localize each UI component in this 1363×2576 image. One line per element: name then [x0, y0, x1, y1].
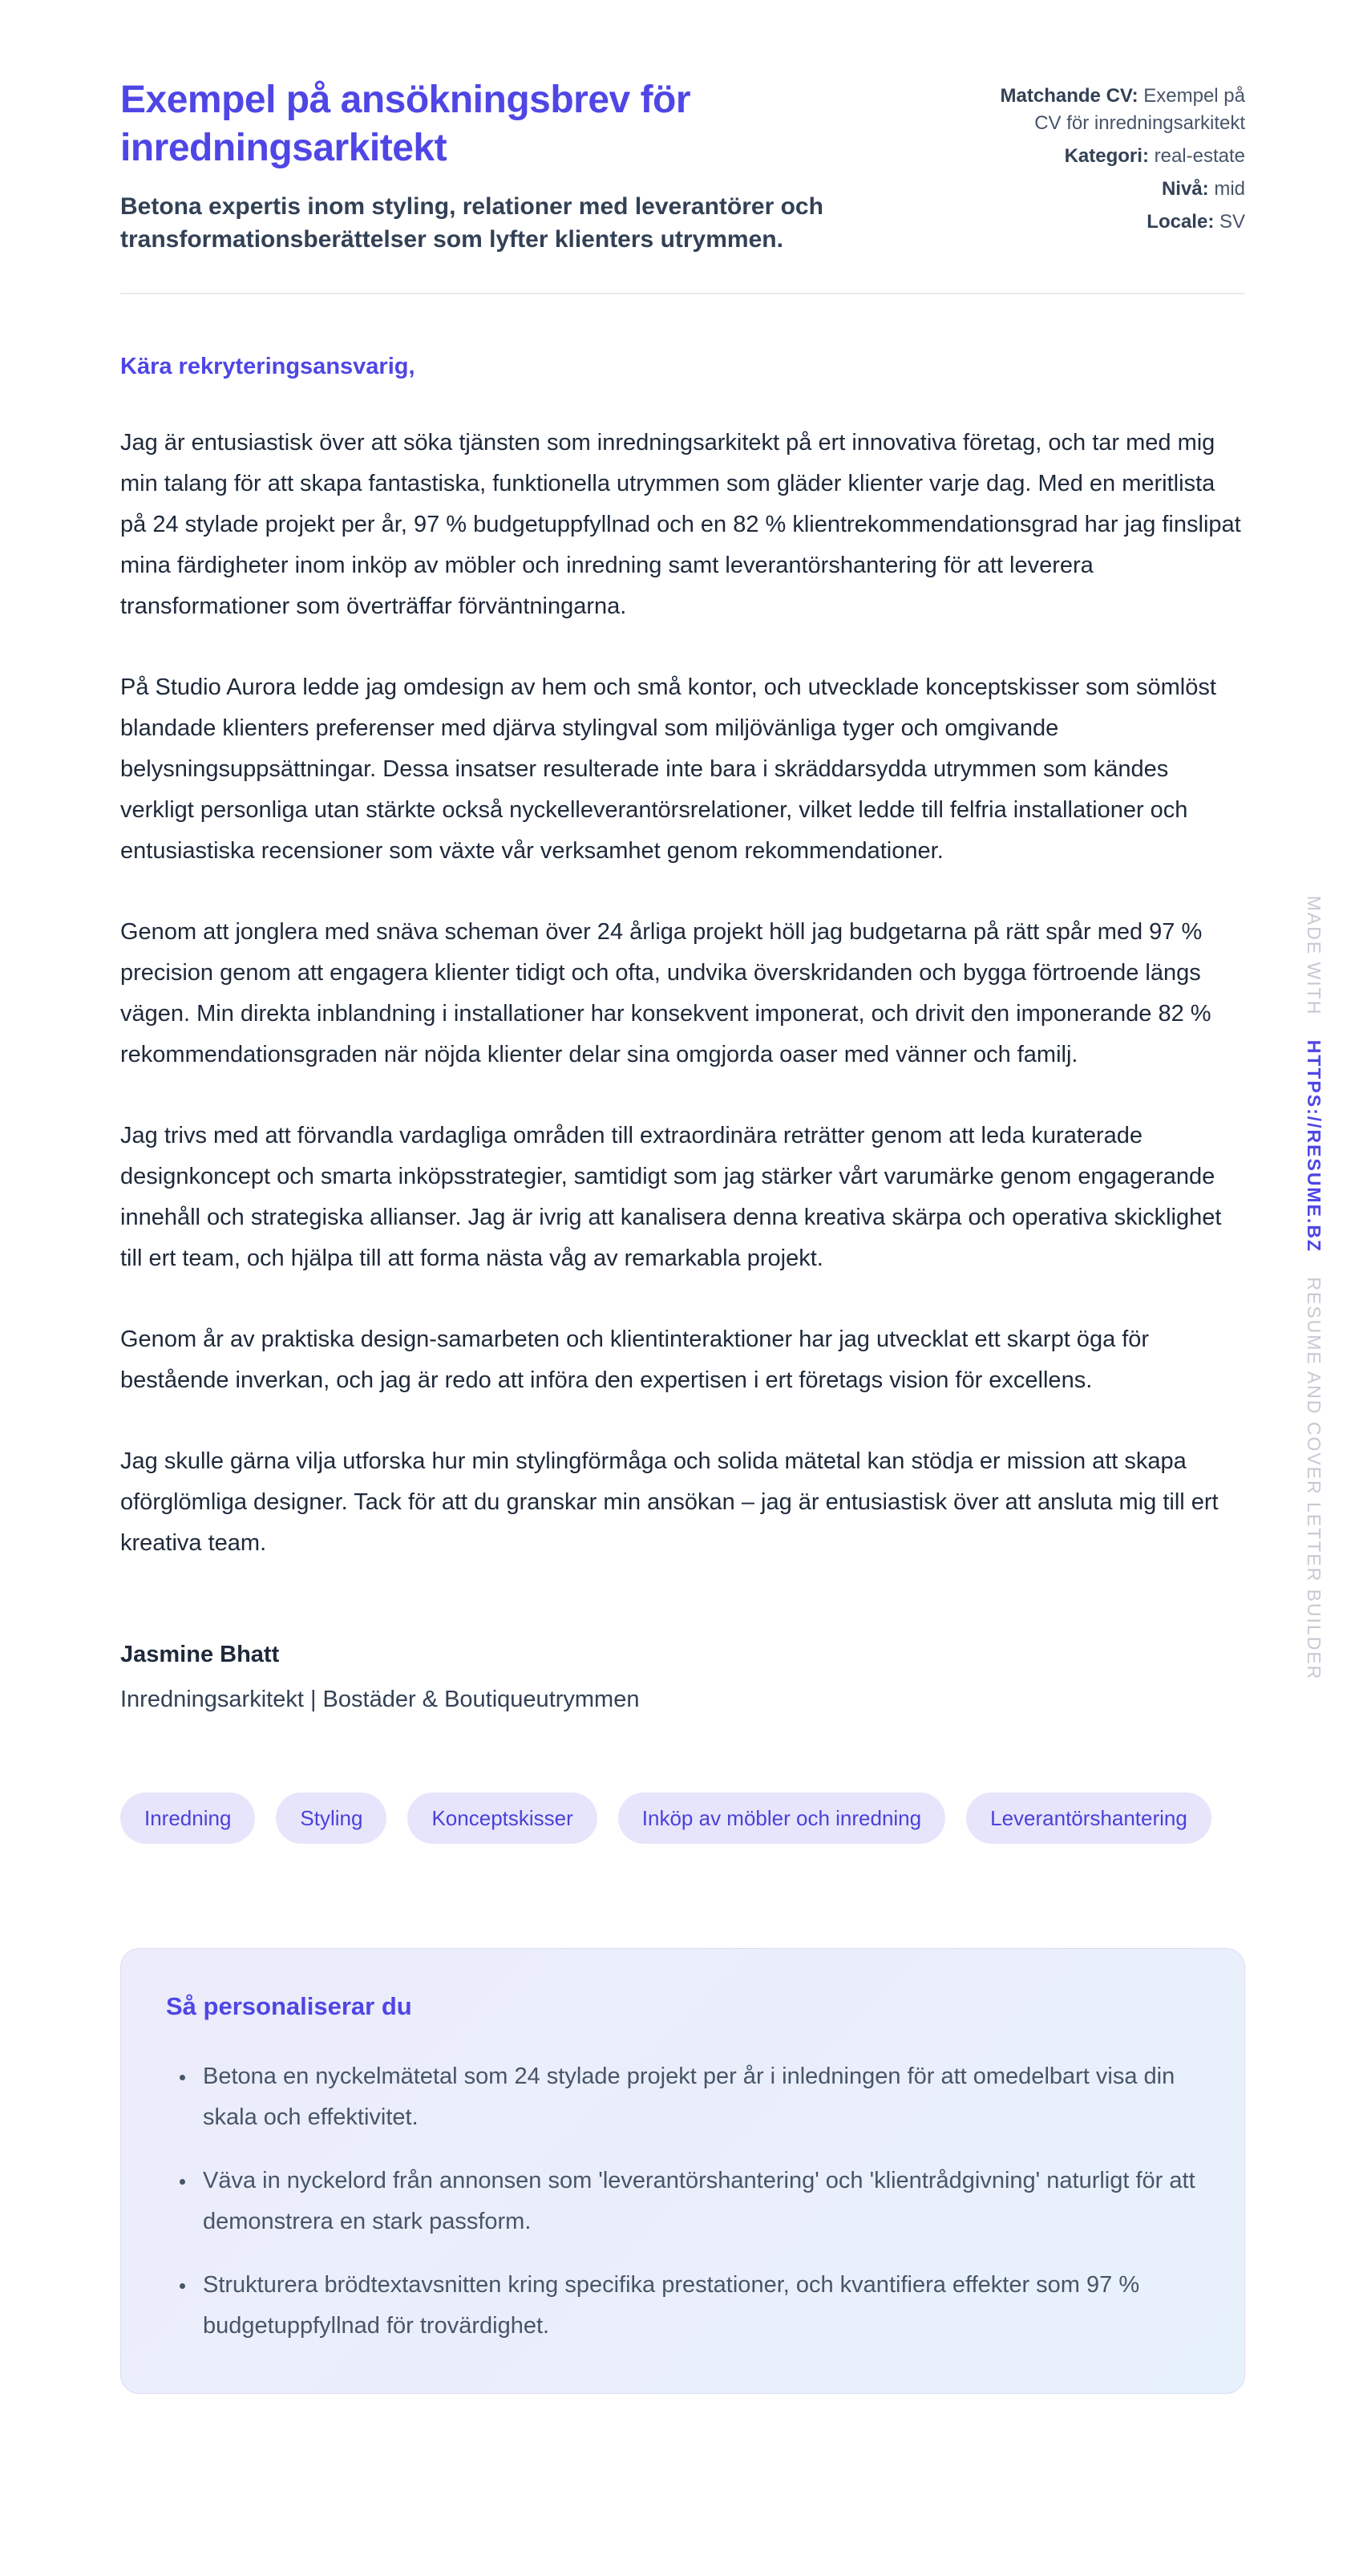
meta-level [990, 176, 1245, 203]
tag-pill: Styling [276, 1792, 386, 1844]
meta-matching-cv [990, 83, 1245, 137]
content-column [120, 0, 1245, 2450]
meta-value: mid [1214, 178, 1245, 200]
letter-paragraph: Genom att jonglera med snäva scheman över 24 årliga projekt höll jag budgetarna på rätt spår med 97 % precision genom att engagera klienter tidigt och ofta, undvika överskridanden och bygga förtroende längs vägen. Min direkta inblandning i installationer har konsekvent imponerat, och drivit den imponerande 82 % rekommendationsgraden när nöjda klienter delar sina omgjorda oaser med vänner och familj. [120, 919, 1211, 1067]
header-divider [120, 293, 1245, 294]
personalization-tips-box [120, 1948, 1245, 2394]
meta-value: Exempel på CV för inredningsarkitekt [1034, 85, 1245, 134]
signature-title: Inredningsarkitekt | Bostäder & Boutiqueutrymmen [120, 1687, 640, 1712]
signature-block [120, 1638, 1245, 1716]
tag-pill: Konceptskisser [407, 1792, 597, 1844]
letter-body [120, 350, 1245, 1716]
letter-paragraph: På Studio Aurora ledde jag omdesign av hem och små kontor, och utvecklade konceptskisser som sömlöst blandade klienters preferenser med djärva stylingval som miljövänliga tyger och omgivande belysningsuppsättningar. Dessa insatser resulterade inte bara i skräddarsydda utrymmen som kändes verkligt personliga utan stärkte också nyckelleverantörsrelationer, vilket ledde till felfria installationer och entusiastiska recensioner som växte vår verksamhet genom rekommendationer. [120, 674, 1216, 864]
meta-value: SV [1219, 211, 1245, 233]
tag-pill: Inredning [120, 1792, 255, 1844]
letter-paragraph: Jag skulle gärna vilja utforska hur min stylingförmåga och solida mätetal kan stödja er mission att skapa oförglömliga designer. Tack för att du granskar min ansökan – jag är entusiastisk över att ansluta mig till ert kreativa team. [120, 1448, 1219, 1556]
meta-label: Kategori: [1064, 145, 1149, 167]
meta-value: real-estate [1154, 145, 1245, 167]
signature-name: Jasmine Bhatt [120, 1642, 280, 1667]
tag-pill: Leverantörshantering [966, 1792, 1211, 1844]
page-subtitle: Betona expertis inom styling, relationer med leverantörer och transformationsberättelser som lyfter klienters utrymmen. [120, 193, 823, 253]
letter-paragraph: Jag trivs med att förvandla vardagliga områden till extraordinära reträtter genom att leda kuraterade designkoncept och smarta inköpsstrategier, samtidigt som jag stärker vårt varumärke genom engagerande innehåll och strategiska allianser. Jag är ivrig att kanalisera denna kreativa skärpa och operativa skicklighet till ert team, och hjälpa till att forma nästa våg av remarkabla projekt. [120, 1123, 1222, 1271]
skill-tags [120, 1792, 1245, 1844]
page-title: Exempel på ansökningsbrev för inredningsarkitekt [120, 79, 691, 169]
letter-greeting: Kära rekryteringsansvarig, [120, 354, 415, 379]
meta-label: Matchande CV: [1000, 85, 1139, 107]
letter-paragraph: Genom år av praktiska design-samarbeten och klientinteraktioner har jag utvecklat ett skarpt öga för bestående inverkan, och jag är redo att införa den expertisen i ert företags vision för excellens. [120, 1326, 1150, 1393]
letter-paragraph: Jag är entusiastisk över att söka tjänsten som inredningsarkitekt på ert innovativa företag, och tar med mig min talang för att skapa fantastiska, funktionella utrymmen som gläder klienter varje dag. Med en meritlista på 24 stylade projekt per år, 97 % budgetuppfyllnad och en 82 % klientrekommendationsgrad har jag finslipat mina färdigheter inom inköp av möbler och inredning samt leverantörshantering för att leverera transformationer som överträffar förväntningarna. [120, 430, 1241, 619]
tip-item: • Strukturera brödtextavsnitten kring specifika prestationer, och kvantifiera effekter som 97 % budgetuppfyllnad för trovärdighet. [196, 2265, 1199, 2347]
ribbon-builder-text: RESUME AND COVER LETTER BUILDER [1304, 1277, 1325, 1681]
meta-label: Nivå: [1161, 178, 1209, 200]
page-header [120, 76, 1245, 256]
meta-locale [990, 209, 1245, 236]
meta-label: Locale: [1147, 211, 1215, 233]
tag-pill: Inköp av möbler och inredning [618, 1792, 945, 1844]
tips-title: Så personaliserar du [166, 1992, 412, 2020]
header-meta [990, 76, 1245, 241]
tips-list [166, 2056, 1199, 2347]
meta-category [990, 143, 1245, 170]
header-title-block [120, 76, 990, 256]
ribbon-made-with-text: MADE WITH [1304, 895, 1325, 1016]
resume-bz-link[interactable]: HTTPS://RESUME.BZ [1304, 1039, 1325, 1253]
tip-item: • Betona en nyckelmätetal som 24 stylade projekt per år i inledningen för att omedelbart visa din skala och effektivitet. [196, 2056, 1199, 2138]
made-with-ribbon [1303, 896, 1325, 1681]
tip-item: • Väva in nyckelord från annonsen som 'leverantörshantering' och 'klientrådgivning' naturligt för att demonstrera en stark passform. [196, 2161, 1199, 2242]
